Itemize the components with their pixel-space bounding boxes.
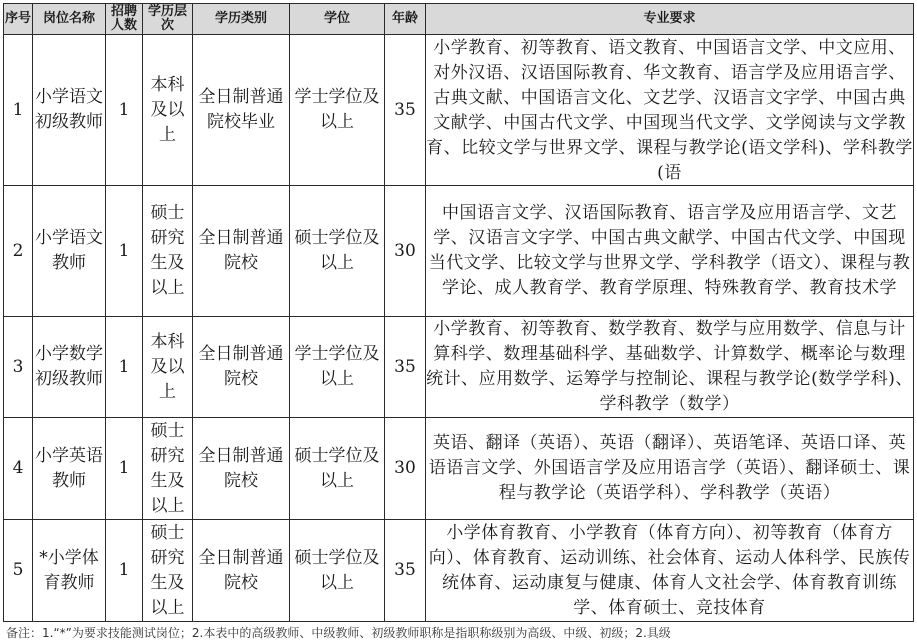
cell-degree: 学士学位及以上 bbox=[290, 35, 385, 186]
cell-edu-level: 本科及以上 bbox=[143, 35, 193, 186]
cell-edu-level: 硕士研究生及以上 bbox=[143, 418, 193, 520]
cell-major bbox=[426, 317, 914, 418]
header-major: 专业要求 bbox=[426, 4, 914, 35]
cell-age: 30 bbox=[385, 418, 426, 520]
footnote: 备注：1.“*”为要求技能测试岗位；2.本表中的高级教师、中级教师、初级教师职称是指职称级别为高级、中级、初级；2.具级 bbox=[6, 626, 671, 640]
cell-seq: 2 bbox=[4, 186, 33, 317]
cell-major bbox=[426, 35, 914, 186]
cell-count: 1 bbox=[106, 520, 143, 622]
major-text: 小学教育、初等教育、数学教育、数学与应用数学、信息与计算科学、数理基础科学、基础数学、计算数学、概率论与数理统计、应用数学、运筹学与控制论、课程与教学论(数学学科)、学科教学（数学） bbox=[426, 319, 913, 414]
cell-age: 35 bbox=[385, 520, 426, 622]
header-position: 岗位名称 bbox=[33, 4, 106, 35]
cell-edu-level: 硕士研究生及以上 bbox=[143, 520, 193, 622]
cell-position: 小学英语教师 bbox=[33, 418, 106, 520]
cell-major bbox=[426, 520, 914, 622]
cell-edu-level: 本科及以上 bbox=[143, 317, 193, 418]
cell-degree: 硕士学位及以上 bbox=[290, 186, 385, 317]
major-text: 小学教育、初等教育、语文教育、中国语言文学、中文应用、对外汉语、汉语国际教育、华文教育、语言学及应用语言学、古典文献、中国语言文化、文艺学、汉语言文字学、中国古典文献学、中国古代文学、中国现当代文学、文学阅读与文学教育、比较文学与世界文学、课程与教学论(语文学科)、学科教学(语 bbox=[426, 38, 913, 183]
major-text: 英语、翻译（英语）、英语（翻译）、英语笔译、英语口译、英语语言文学、外国语言学及应用语言学（英语）、翻译硕士、课程与教学论（英语学科）、学科教学（英语） bbox=[428, 433, 911, 503]
header-edu-type: 学历类别 bbox=[193, 4, 290, 35]
header-seq: 序号 bbox=[4, 4, 33, 35]
cell-edu-level: 硕士研究生及以上 bbox=[143, 186, 193, 317]
cell-degree: 硕士学位及以上 bbox=[290, 418, 385, 520]
cell-degree: 硕士学位及以上 bbox=[290, 520, 385, 622]
cell-edu-type: 全日制普通院校 bbox=[193, 418, 290, 520]
cell-seq: 1 bbox=[4, 35, 33, 186]
cell-edu-type: 全日制普通院校 bbox=[193, 317, 290, 418]
table-row bbox=[4, 186, 914, 317]
cell-major bbox=[426, 418, 914, 520]
major-text: 中国语言文学、汉语国际教育、语言学及应用语言学、文艺学、汉语言文字学、中国古典文献学、中国古代文学、中国现当代文学、比较文学与世界文学、学科教学（语文）、课程与教学论、成人教育学、教育学原理、特殊教育学、教育技术学 bbox=[428, 203, 911, 298]
cell-age: 30 bbox=[385, 186, 426, 317]
header-edu-level: 学历层次 bbox=[143, 4, 193, 35]
cell-major bbox=[426, 186, 914, 317]
cell-count: 1 bbox=[106, 186, 143, 317]
header-age: 年龄 bbox=[385, 4, 426, 35]
cell-count: 1 bbox=[106, 35, 143, 186]
header-row bbox=[4, 4, 914, 35]
recruitment-table-container bbox=[3, 3, 914, 622]
cell-position: 小学数学初级教师 bbox=[33, 317, 106, 418]
cell-age: 35 bbox=[385, 317, 426, 418]
recruitment-table bbox=[3, 3, 914, 622]
table-row bbox=[4, 35, 914, 186]
header-count: 招聘人数 bbox=[106, 4, 143, 35]
cell-edu-type: 全日制普通院校 bbox=[193, 186, 290, 317]
cell-seq: 3 bbox=[4, 317, 33, 418]
header-degree: 学位 bbox=[290, 4, 385, 35]
cell-degree: 学士学位及以上 bbox=[290, 317, 385, 418]
cell-position: *小学体育教师 bbox=[33, 520, 106, 622]
table-row bbox=[4, 520, 914, 622]
cell-edu-type: 全日制普通院校毕业 bbox=[193, 35, 290, 186]
table-row bbox=[4, 418, 914, 520]
cell-position: 小学语文教师 bbox=[33, 186, 106, 317]
cell-seq: 4 bbox=[4, 418, 33, 520]
major-text: 小学体育教育、小学教育（体育方向）、初等教育（体育方向）、体育教育、运动训练、社会体育、运动人体科学、民族传统体育、运动康复与健康、体育人文社会学、体育教育训练学、体育硕士、竞技体育 bbox=[428, 522, 911, 618]
table-row bbox=[4, 317, 914, 418]
cell-count: 1 bbox=[106, 418, 143, 520]
cell-count: 1 bbox=[106, 317, 143, 418]
cell-position: 小学语文初级教师 bbox=[33, 35, 106, 186]
cell-edu-type: 全日制普通院校 bbox=[193, 520, 290, 622]
cell-age: 35 bbox=[385, 35, 426, 186]
cell-seq: 5 bbox=[4, 520, 33, 622]
